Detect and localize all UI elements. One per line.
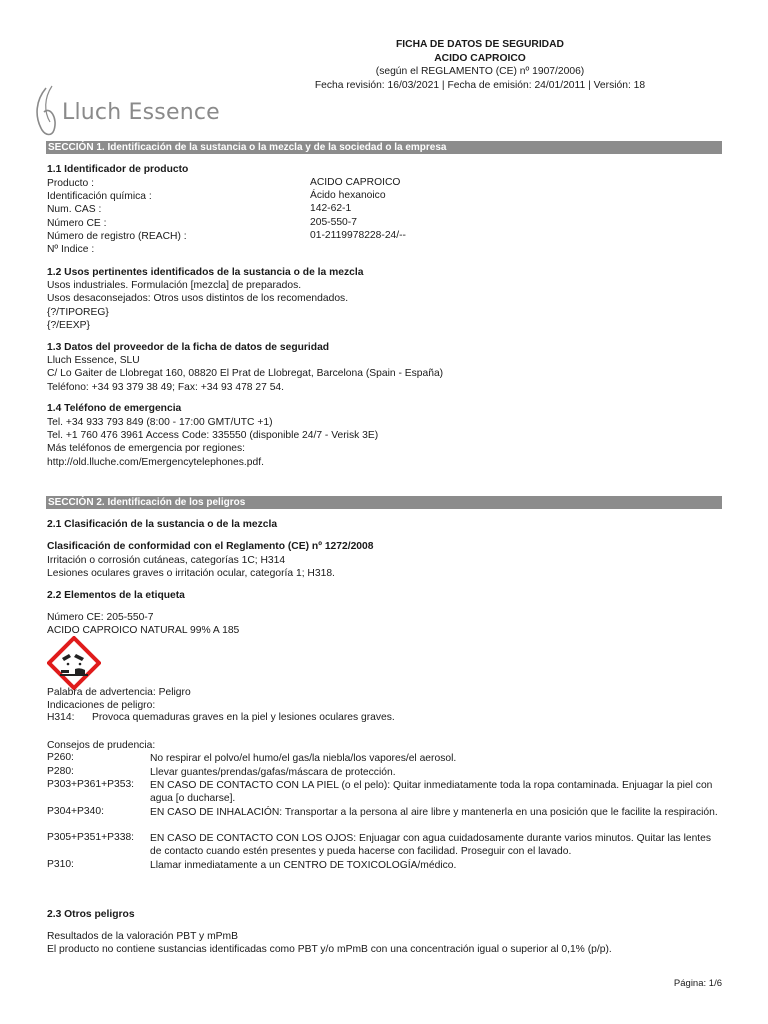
- hazard-intro: Indicaciones de peligro:: [47, 700, 156, 711]
- uses-line: {?/EEXP}: [47, 320, 90, 331]
- precaution-code: P260:: [47, 752, 74, 763]
- uses-line: Usos desaconsejados: Otros usos distintos de los recomendados.: [47, 293, 349, 304]
- identifier-label: Producto :: [47, 178, 94, 189]
- document-header: [230, 38, 730, 92]
- supplier-address: C/ Lo Gaiter de Llobregat 160, 08820 El Prat de Llobregat, Barcelona (Spain - España): [47, 368, 444, 379]
- identifier-value: 205-550-7: [310, 217, 357, 228]
- pbt-line: Resultados de la valoración PBT y mPmB: [47, 931, 238, 942]
- identifier-value: 01-2119978228-24/--: [310, 230, 406, 241]
- heading-2-3: 2.3 Otros peligros: [47, 909, 135, 920]
- logo-text: Lluch Essence: [62, 100, 220, 125]
- identifier-value: ACIDO CAPROICO: [310, 177, 401, 188]
- identifier-label: Número CE :: [47, 218, 107, 229]
- identifier-label: Num. CAS :: [47, 204, 102, 215]
- document-title: FICHA DE DATOS DE SEGURIDAD: [395, 39, 564, 50]
- heading-1-3: 1.3 Datos del proveedor de la ficha de datos de seguridad: [47, 342, 330, 353]
- precaution-code: P304+P340:: [47, 806, 104, 817]
- product-name: ACIDO CAPROICO: [434, 52, 526, 64]
- classification-line: Lesiones oculares graves o irritación ocular, categoría 1; H318.: [47, 568, 335, 579]
- hazard-text: Provoca quemaduras graves en la piel y lesiones oculares graves.: [92, 712, 395, 723]
- precaution-intro: Consejos de prudencia:: [47, 740, 156, 751]
- section-2-bar: SECCIÓN 2. Identificación de los peligros: [46, 496, 722, 509]
- supplier-phone: Teléfono: +34 93 379 38 49; Fax: +34 93 478 27 54.: [47, 382, 285, 393]
- precaution-text: EN CASO DE CONTACTO CON LOS OJOS: Enjuagar con agua cuidadosamente durante varios minutos. Quitar las lentes de contacto cuando estén presentes y pueda hacerse con facilidad. Proseguir con el lavado.: [150, 833, 712, 858]
- emergency-link[interactable]: http://old.lluche.com/Emergencytelephones.pdf.: [47, 457, 264, 468]
- section-1-bar: SECCIÓN 1. Identificación de la sustancia o la mezcla y de la sociedad o la empresa: [46, 141, 722, 154]
- precaution-text: Llevar guantes/prendas/gafas/máscara de protección.: [150, 767, 396, 778]
- heading-2-2: 2.2 Elementos de la etiqueta: [47, 590, 185, 601]
- precaution-code: P303+P361+P353:: [47, 779, 135, 790]
- identifier-value: 142-62-1: [310, 203, 352, 214]
- supplier-name: Lluch Essence, SLU: [47, 355, 140, 366]
- precaution-text: Llamar inmediatamente a un CENTRO DE TOXICOLOGÍA/médico.: [150, 860, 457, 871]
- precaution-code: P310:: [47, 859, 74, 870]
- classification-subheading: Clasificación de conformidad con el Reglamento (CE) nº 1272/2008: [47, 541, 374, 552]
- label-line: ACIDO CAPROICO NATURAL 99% A 185: [47, 625, 240, 636]
- emergency-line: Más teléfonos de emergencia por regiones:: [47, 443, 246, 454]
- hazard-code: H314:: [47, 712, 75, 723]
- precaution-text: EN CASO DE CONTACTO CON LA PIEL (o el pelo): Quitar inmediatamente toda la ropa contaminada. Enjuagar la piel con agua [o ducharse].: [150, 780, 713, 805]
- emergency-line: Tel. +1 760 476 3961 Access Code: 335550 (disponible 24/7 - Verisk 3E): [47, 430, 379, 441]
- signal-word: Palabra de advertencia: Peligro: [47, 687, 191, 698]
- classification-line: Irritación o corrosión cutáneas, categorías 1C; H314: [47, 555, 286, 566]
- heading-1-1: 1.1 Identificador de producto: [47, 164, 189, 175]
- heading-1-4: 1.4 Teléfono de emergencia: [47, 403, 182, 414]
- precaution-code: P305+P351+P338:: [47, 832, 135, 843]
- precaution-text: EN CASO DE INHALACIÓN: Transportar a la persona al aire libre y mantenerla en una posición que le facilite la respiración.: [150, 807, 718, 818]
- label-line: Número CE: 205-550-7: [47, 612, 154, 623]
- precaution-code: P280:: [47, 766, 74, 777]
- uses-line: Usos industriales. Formulación [mezcla] de preparados.: [47, 280, 302, 291]
- uses-line: {?/TIPOREG}: [47, 307, 109, 318]
- heading-1-2: 1.2 Usos pertinentes identificados de la sustancia o de la mezcla: [47, 267, 364, 278]
- pbt-line: El producto no contiene sustancias identificadas como PBT y/o mPmB con una concentración igual o superior al 0,1% (p/p).: [47, 944, 612, 955]
- corrosion-pictogram-icon: [47, 636, 101, 690]
- heading-2-1: 2.1 Clasificación de la sustancia o de la mezcla: [47, 519, 278, 530]
- page-number: Página: 1/6: [673, 978, 722, 989]
- revision-dates: Fecha revisión: 16/03/2021 | Fecha de emisión: 24/01/2011 | Versión: 18: [314, 79, 646, 91]
- identifier-label: Nº Indice :: [47, 244, 95, 255]
- identifier-label: Número de registro (REACH) :: [47, 231, 187, 242]
- emergency-line: Tel. +34 933 793 849 (8:00 - 17:00 GMT/UTC +1): [47, 417, 273, 428]
- identifier-label: Identificación química :: [47, 191, 152, 202]
- regulation-text: (según el REGLAMENTO (CE) nº 1907/2006): [375, 66, 585, 77]
- precaution-text: No respirar el polvo/el humo/el gas/la niebla/los vapores/el aerosol.: [150, 753, 457, 764]
- identifier-value: Ácido hexanoico: [310, 190, 386, 201]
